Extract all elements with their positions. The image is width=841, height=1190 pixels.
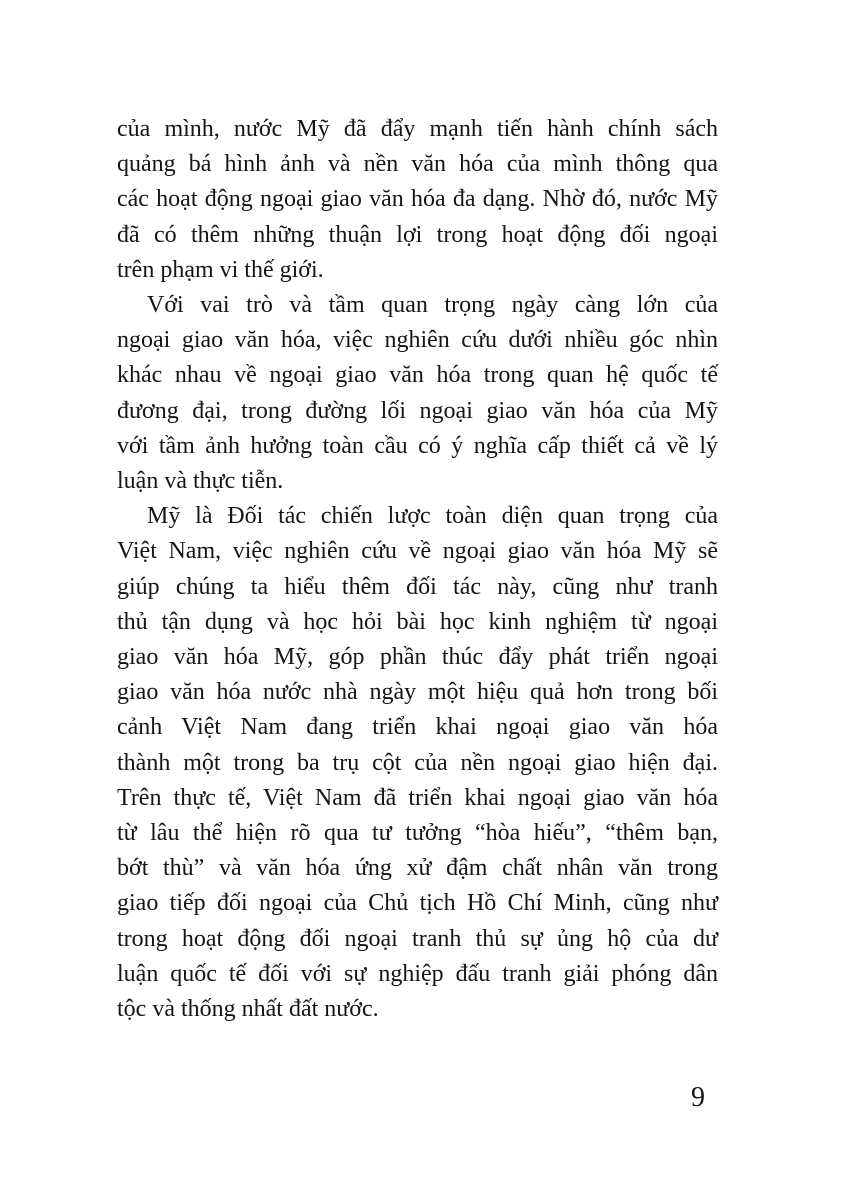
- text-line: các hoạt động ngoại giao văn hóa đa dạng. Nhờ đó, nước Mỹ: [117, 186, 718, 213]
- text-line: Mỹ là Đối tác chiến lược toàn diện quan trọng của: [147, 503, 718, 530]
- text-line: luận quốc tế đối với sự nghiệp đấu tranh giải phóng dân: [117, 960, 718, 987]
- text-line: trong hoạt động đối ngoại tranh thủ sự ủng hộ của dư: [117, 925, 718, 952]
- text-line: với tầm ảnh hưởng toàn cầu có ý nghĩa cấp thiết cả về lý: [117, 432, 718, 459]
- text-line: Với vai trò và tầm quan trọng ngày càng lớn của: [147, 292, 718, 319]
- text-line: thành một trong ba trụ cột của nền ngoại giao hiện đại.: [117, 749, 718, 776]
- text-line: Việt Nam, việc nghiên cứu về ngoại giao văn hóa Mỹ sẽ: [117, 538, 718, 565]
- text-line: thủ tận dụng và học hỏi bài học kinh nghiệm từ ngoại: [117, 608, 718, 635]
- text-line: quảng bá hình ảnh và nền văn hóa của mình thông qua: [117, 151, 718, 178]
- paragraph: [117, 499, 718, 1027]
- text-line: cảnh Việt Nam đang triển khai ngoại giao văn hóa: [117, 714, 718, 741]
- page-number: 9: [691, 1082, 705, 1113]
- paragraph: [117, 288, 718, 499]
- text-line: giúp chúng ta hiểu thêm đối tác này, cũng như tranh: [117, 573, 718, 600]
- text-line: giao văn hóa Mỹ, góp phần thúc đẩy phát triển ngoại: [117, 644, 718, 671]
- text-line: giao văn hóa nước nhà ngày một hiệu quả hơn trong bối: [117, 679, 718, 706]
- text-line: khác nhau về ngoại giao văn hóa trong quan hệ quốc tế: [117, 362, 718, 389]
- body-text: [117, 112, 718, 1027]
- text-line: ngoại giao văn hóa, việc nghiên cứu dưới nhiều góc nhìn: [117, 327, 718, 354]
- text-line: giao tiếp đối ngoại của Chủ tịch Hồ Chí Minh, cũng như: [117, 890, 718, 917]
- text-line: bớt thù” và văn hóa ứng xử đậm chất nhân văn trong: [117, 855, 718, 882]
- text-line: luận và thực tiễn.: [117, 468, 284, 495]
- text-line: đã có thêm những thuận lợi trong hoạt động đối ngoại: [117, 221, 718, 248]
- text-line: từ lâu thể hiện rõ qua tư tưởng “hòa hiếu”, “thêm bạn,: [117, 820, 718, 847]
- text-line: tộc và thống nhất đất nước.: [117, 996, 379, 1023]
- text-line: đương đại, trong đường lối ngoại giao văn hóa của Mỹ: [117, 397, 718, 424]
- paragraph-continuation: [117, 112, 718, 288]
- text-line: Trên thực tế, Việt Nam đã triển khai ngoại giao văn hóa: [117, 784, 718, 811]
- text-line: của mình, nước Mỹ đã đẩy mạnh tiến hành chính sách: [117, 116, 718, 142]
- text-line: trên phạm vi thế giới.: [117, 256, 324, 283]
